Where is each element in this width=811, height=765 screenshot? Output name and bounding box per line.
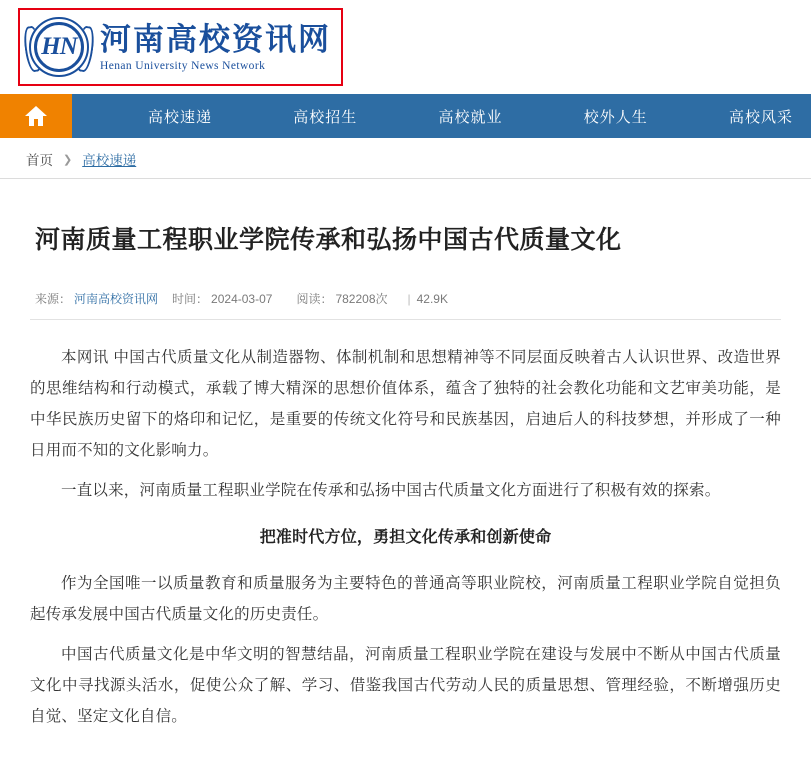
nav-item-gaoxiaofengcai[interactable]: 高校风采 bbox=[729, 108, 794, 126]
page-title: 河南质量工程职业学院传承和弘扬中国古代质量文化 bbox=[35, 225, 622, 254]
site-name-cn: 河南高校资讯网 bbox=[100, 21, 331, 57]
meta-views-value: 782208次 bbox=[335, 292, 388, 307]
university-emblem-icon bbox=[26, 14, 92, 80]
meta-source-value[interactable]: 河南高校资讯网 bbox=[74, 292, 159, 307]
breadcrumb-item-home[interactable]: 首页 bbox=[26, 153, 53, 168]
nav-home-button[interactable] bbox=[0, 94, 72, 138]
breadcrumb-separator-icon: ❯ bbox=[63, 153, 73, 166]
site-logo[interactable] bbox=[18, 8, 343, 86]
nav-item-gaoxiaosudi[interactable]: 高校速递 bbox=[148, 108, 213, 126]
emblem-monogram: HN bbox=[41, 33, 77, 60]
meta-time-label: 时间： bbox=[172, 292, 209, 307]
article-body bbox=[30, 320, 781, 732]
breadcrumb bbox=[0, 138, 811, 179]
meta-divider: | bbox=[407, 291, 411, 306]
meta-size-value: 42.9K bbox=[416, 291, 448, 306]
article bbox=[0, 196, 811, 733]
nav-item-xiaowairensheng[interactable]: 校外人生 bbox=[583, 108, 648, 126]
meta-views-label: 阅读： bbox=[296, 292, 333, 307]
home-icon bbox=[25, 106, 47, 126]
meta-time-value: 2024-03-07 bbox=[211, 291, 273, 306]
article-meta bbox=[30, 274, 781, 320]
nav-item-list bbox=[72, 94, 811, 138]
meta-source-label: 来源： bbox=[35, 292, 72, 307]
nav-item-gaoxiaojiuye[interactable]: 高校就业 bbox=[438, 108, 503, 126]
site-header bbox=[0, 0, 811, 92]
main-navigation bbox=[0, 94, 811, 138]
article-paragraph: 中国古代质量文化是中华文明的智慧结晶，河南质量工程职业学院在建设与发展中不断从中国古代质量文化中寻找源头活水，促使公众了解、学习、借鉴我国古代劳动人民的质量思想、管理经验，不断增强历史自觉、坚定文化自信。 bbox=[30, 646, 781, 726]
article-paragraph: 一直以来，河南质量工程职业学院在传承和弘扬中国古代质量文化方面进行了积极有效的探索。 bbox=[61, 482, 721, 500]
breadcrumb-item-category[interactable]: 高校速递 bbox=[82, 153, 137, 168]
article-paragraph: 作为全国唯一以质量教育和质量服务为主要特色的普通高等职业院校，河南质量工程职业学院自觉担负起传承发展中国古代质量文化的历史责任。 bbox=[30, 575, 781, 624]
nav-item-gaoxiaozhaosheng[interactable]: 高校招生 bbox=[293, 108, 358, 126]
article-paragraph: 本网讯 中国古代质量文化从制造器物、体制机制和思想精神等不同层面反映着古人认识世界、改造世界的思维结构和行动模式，承载了博大精深的思想价值体系，蕴含了独特的社会教化功能和文艺审美功能，是中华民族历史留下的烙印和记忆，是重要的传统文化符号和民族基因，启迪后人的科技梦想，并形成了一种日用而不知的文化影响力。 bbox=[30, 349, 781, 460]
site-name-en: Henan University News Network bbox=[100, 60, 266, 73]
article-subheading: 把准时代方位，勇担文化传承和创新使命 bbox=[259, 529, 552, 547]
